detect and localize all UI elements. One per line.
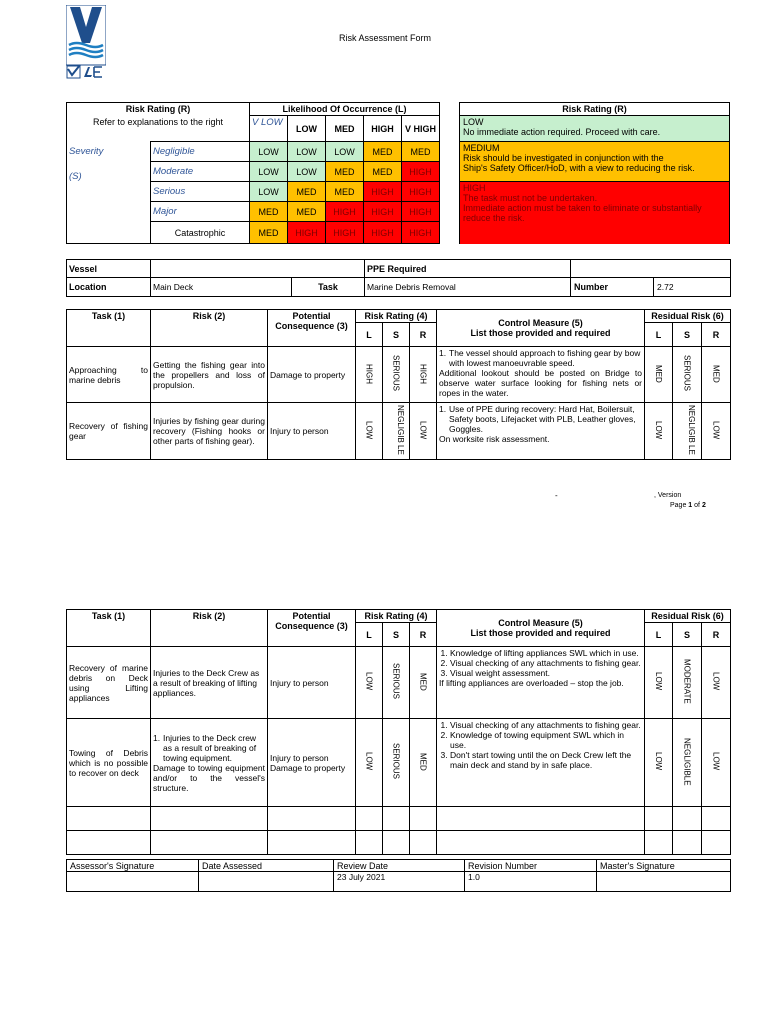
empty-cell: [410, 831, 437, 855]
row-residual-r: LOW: [711, 420, 721, 440]
row-risk: Injuries to the Deck Crew as a result of breaking of lifting appliances.: [151, 647, 268, 719]
matrix-cell: MED: [288, 182, 326, 202]
matrix-cell: HIGH: [364, 182, 402, 202]
col-control: [437, 610, 645, 647]
row-risk: Injuries by fishing gear during recovery (Fishing hooks or other parts of fishing gear).: [151, 403, 268, 460]
row-residual-s: NEGLIGIBLE: [682, 737, 692, 786]
row-control-extra: On worksite risk assessment.: [439, 434, 550, 444]
empty-cell: [151, 807, 268, 831]
footer-dash: -: [555, 491, 558, 500]
severity-label-cell: [67, 142, 151, 222]
col-residual-l: L: [645, 623, 673, 647]
footer-page: [670, 502, 706, 509]
col-control-line2: List those provided and required: [470, 328, 611, 338]
empty-cell: [151, 831, 268, 855]
severity-moderate: Moderate: [151, 162, 250, 182]
row-consequence: Damage to property: [268, 347, 356, 403]
matrix-cell: HIGH: [326, 222, 364, 244]
row-r: MED: [418, 672, 428, 691]
severity-catastrophic: Catastrophic: [151, 222, 250, 244]
severity-blank: [67, 222, 151, 244]
legend-medium-text-2: Ship's Safety Officer/HoD, with a view to reducing the risk.: [463, 163, 695, 173]
row-l: HIGH: [364, 363, 374, 384]
row-control-item: Use of PPE during recovery: Hard Hat, Boilersuit, Safety boots, Lifejacket with PLB, Leather gloves, Goggles.: [449, 404, 636, 434]
col-risk: Risk (2): [151, 310, 268, 347]
row-risk-extra: Damage to towing equipment and/or to the vessel's structure.: [153, 762, 265, 793]
legend-medium: [460, 142, 729, 182]
table-row: [67, 719, 731, 807]
date-assessed-label: Date Assessed: [199, 860, 334, 872]
row-control-item: 2. Visual checking of any attachments to fishing gear.: [450, 658, 642, 668]
task-value: Marine Debris Removal: [365, 278, 571, 297]
matrix-cell: LOW: [250, 162, 288, 182]
empty-cell: [645, 831, 673, 855]
assessment-table-page2: [66, 609, 731, 855]
col-residual: Residual Risk (6): [645, 610, 731, 623]
row-residual-l: LOW: [654, 752, 663, 771]
table-row: [67, 647, 731, 719]
vroon-logo-icon: [66, 5, 106, 89]
col-risk: Risk (2): [151, 610, 268, 647]
likelihood-med: MED: [326, 116, 364, 142]
table-row-empty: [67, 831, 731, 855]
row-s: SERIOUS: [391, 663, 401, 700]
master-signature-field[interactable]: [597, 872, 731, 892]
matrix-cell: HIGH: [326, 202, 364, 222]
master-label: Master's Signature: [597, 860, 731, 872]
likelihood-vlow: V LOW: [250, 116, 288, 142]
footer-page-prefix: Page: [670, 502, 689, 509]
table-row: [67, 347, 731, 403]
col-consequence-line2: Consequence (3): [275, 321, 348, 331]
row-residual-r: LOW: [711, 672, 721, 691]
row-r: HIGH: [418, 363, 428, 384]
matrix-title: Risk Rating (R): [67, 103, 250, 116]
row-control-item: The vessel should approach to fishing gear by bow with lowest manoeuvrable speed.: [449, 348, 641, 368]
row-control-item: 1. Knowledge of lifting appliances SWL which in use.: [450, 648, 642, 658]
col-residual-r: R: [702, 323, 731, 347]
legend-high-text-3: reduce the risk.: [463, 213, 525, 223]
row-control-item: 1. Visual checking of any attachments to fishing gear.: [450, 720, 642, 730]
task-label: Task: [292, 278, 365, 297]
likelihood-low: LOW: [288, 116, 326, 142]
matrix-cell: MED: [250, 202, 288, 222]
col-rating: Risk Rating (4): [356, 310, 437, 323]
review-date-label: Review Date: [334, 860, 465, 872]
empty-cell: [67, 831, 151, 855]
matrix-cell: LOW: [288, 142, 326, 162]
ppe-value: [571, 260, 731, 278]
col-residual-r: R: [702, 623, 731, 647]
row-risk-item: Injuries to the Deck crew as a result of breaking of towing equipment.: [163, 732, 257, 763]
matrix-cell: LOW: [250, 182, 288, 202]
severity-major: Major: [151, 202, 250, 222]
severity-negligible: Negligible: [151, 142, 250, 162]
row-r: MED: [418, 752, 428, 771]
col-task: Task (1): [67, 610, 151, 647]
footer-version: , Version: [654, 492, 682, 499]
footer-page-of: of: [692, 502, 702, 509]
legend-low-title: LOW: [463, 117, 484, 127]
matrix-cell: LOW: [288, 162, 326, 182]
col-l: L: [356, 323, 383, 347]
row-task: Recovery of marine debris on Deck using Lifting appliances: [67, 647, 151, 719]
col-task: Task (1): [67, 310, 151, 347]
row-control-item: 3. Don't start towing until the on Deck Crew left the main deck and stand by in safe place.: [450, 750, 642, 770]
empty-cell: [645, 807, 673, 831]
ppe-label: PPE Required: [365, 260, 571, 278]
col-residual-s: S: [673, 623, 702, 647]
row-residual-s: MODERATE: [682, 659, 692, 704]
col-l: L: [356, 623, 383, 647]
row-s: NEGLIGIB LE: [396, 405, 405, 455]
likelihood-title: Likelihood Of Occurrence (L): [250, 103, 440, 116]
row-consequence-2: Damage to property: [270, 762, 346, 773]
row-l: LOW: [364, 752, 374, 771]
row-s: SERIOUS: [391, 743, 401, 780]
matrix-cell: MED: [326, 162, 364, 182]
footer-page-num: 1: [688, 502, 693, 509]
severity-abbr: (S): [69, 170, 82, 182]
col-rating: Risk Rating (4): [356, 610, 437, 623]
empty-cell: [67, 807, 151, 831]
revision-value: 1.0: [465, 872, 597, 892]
number-label: Number: [571, 278, 654, 296]
legend-high-title: HIGH: [463, 183, 486, 193]
empty-cell: [437, 831, 645, 855]
form-title: Risk Assessment Form: [338, 33, 432, 43]
location-value: Main Deck: [151, 278, 292, 297]
row-residual-l: MED: [654, 364, 663, 383]
row-consequence: Injury to person: [268, 403, 356, 460]
matrix-cell: MED: [250, 222, 288, 244]
number-value: 2.72: [657, 282, 674, 292]
matrix-cell: MED: [402, 142, 440, 162]
empty-cell: [673, 807, 702, 831]
col-control-line1: Control Measure (5): [498, 318, 583, 328]
empty-cell: [356, 831, 383, 855]
row-consequence: [268, 719, 356, 807]
row-task: Recovery of fishing gear: [67, 403, 151, 460]
row-residual-r: LOW: [711, 752, 721, 771]
col-consequence-line1: Potential: [292, 311, 331, 321]
severity-serious: Serious: [151, 182, 250, 202]
location-label: Location: [67, 278, 151, 297]
footer-page-total: 2: [701, 502, 706, 509]
row-residual-s: NEGLIGIB LE: [687, 405, 696, 455]
matrix-cell: HIGH: [402, 222, 440, 244]
assessment-table-page1: [66, 309, 731, 460]
info-table: [66, 259, 731, 297]
assessor-signature-field[interactable]: [67, 872, 199, 892]
col-r: R: [410, 623, 437, 647]
assessor-label: Assessor's Signature: [67, 860, 199, 872]
col-consequence-line1: Potential: [292, 611, 331, 621]
row-control: [437, 719, 645, 807]
empty-cell: [268, 831, 356, 855]
likelihood-vhigh: V HIGH: [402, 116, 440, 142]
row-l: LOW: [364, 672, 374, 691]
col-residual-s: S: [673, 323, 702, 347]
row-task: Approaching to marine debris: [67, 347, 151, 403]
matrix-cell: HIGH: [402, 182, 440, 202]
risk-rating-matrix: [66, 102, 440, 244]
col-s: S: [383, 623, 410, 647]
col-consequence: [268, 310, 356, 347]
legend-low-text: No immediate action required. Proceed with care.: [463, 127, 661, 137]
row-control-item: 3. Visual weight assessment.: [450, 668, 642, 678]
col-consequence-line2: Consequence (3): [275, 621, 348, 631]
legend-high: [460, 182, 729, 244]
row-residual-s: SERIOUS: [682, 355, 692, 392]
empty-cell: [437, 807, 645, 831]
col-s: S: [383, 323, 410, 347]
review-date-value: 23 July 2021: [334, 872, 465, 892]
col-residual: Residual Risk (6): [645, 310, 731, 323]
row-residual-l: LOW: [654, 672, 663, 691]
row-consequence-1: Injury to person: [270, 752, 329, 763]
row-task: Towing of Debris which is no possible to recover on deck: [67, 719, 151, 807]
matrix-cell: HIGH: [402, 202, 440, 222]
company-logo: [66, 5, 106, 89]
matrix-cell: HIGH: [288, 222, 326, 244]
vessel-label: Vessel: [67, 260, 151, 278]
matrix-cell: MED: [326, 182, 364, 202]
matrix-cell: MED: [288, 202, 326, 222]
severity-label: Severity: [69, 145, 104, 157]
vessel-value: [151, 260, 365, 278]
row-control: 1. The vessel should approach to fishing gear by bow with lowest manoeuvrable speed. Additional lookout should be posted on Bridge to observe water surface looking for fishing nets or ropes in the water.: [437, 347, 645, 403]
row-s: SERIOUS: [391, 355, 401, 392]
row-residual-l: LOW: [654, 420, 663, 440]
matrix-cell: MED: [364, 142, 402, 162]
matrix-cell: LOW: [326, 142, 364, 162]
matrix-cell: HIGH: [402, 162, 440, 182]
matrix-cell: LOW: [250, 142, 288, 162]
table-row: [67, 403, 731, 460]
empty-cell: [268, 807, 356, 831]
revision-label: Revision Number: [465, 860, 597, 872]
empty-cell: [702, 831, 731, 855]
row-l: LOW: [364, 420, 374, 440]
col-control-line1: Control Measure (5): [498, 618, 583, 628]
empty-cell: [383, 831, 410, 855]
matrix-subtitle: Refer to explanations to the right: [67, 116, 250, 142]
empty-cell: [383, 807, 410, 831]
empty-cell: [410, 807, 437, 831]
likelihood-high: HIGH: [364, 116, 402, 142]
row-risk: Getting the fishing gear into the propellers and loss of propulsion.: [151, 347, 268, 403]
empty-cell: [702, 807, 731, 831]
row-control-item: 2. Knowledge of towing equipment SWL which in use.: [450, 730, 642, 750]
empty-cell: [356, 807, 383, 831]
row-risk: 1. Injuries to the Deck crew as a result of breaking of towing equipment. Damage to towing equipment and/or to the vessel's structure.: [151, 719, 268, 807]
row-residual-r: MED: [711, 364, 721, 383]
signature-table: [66, 859, 731, 892]
legend-high-text-1: The task must not be undertaken.: [463, 193, 598, 203]
legend-medium-title: MEDIUM: [463, 143, 500, 153]
col-control: [437, 310, 645, 347]
date-assessed-field[interactable]: [199, 872, 334, 892]
empty-cell: [673, 831, 702, 855]
col-r: R: [410, 323, 437, 347]
matrix-cell: HIGH: [364, 202, 402, 222]
row-control-extra: If lifting appliances are overloaded – stop the job.: [439, 678, 624, 688]
col-control-line2: List those provided and required: [470, 628, 611, 638]
legend-low: [460, 116, 729, 142]
row-consequence: Injury to person: [268, 647, 356, 719]
matrix-cell: HIGH: [364, 222, 402, 244]
matrix-cell: MED: [364, 162, 402, 182]
legend-medium-text-1: Risk should be investigated in conjunction with the: [463, 153, 664, 163]
col-consequence: [268, 610, 356, 647]
col-residual-l: L: [645, 323, 673, 347]
risk-rating-legend: [459, 102, 730, 244]
row-control-extra: Additional lookout should be posted on Bridge to observe water surface looking for fishing nets or ropes in the water.: [439, 368, 642, 398]
row-r: LOW: [418, 420, 428, 440]
number-cell: [571, 278, 731, 297]
table-row-empty: [67, 807, 731, 831]
legend-title: Risk Rating (R): [460, 103, 729, 116]
row-control: 1. Use of PPE during recovery: Hard Hat, Boilersuit, Safety boots, Lifejacket with PLB, Leather gloves, Goggles. On worksite risk assessment.: [437, 403, 645, 460]
row-control: [437, 647, 645, 719]
legend-high-text-2: Immediate action must be taken to eliminate or substantially: [463, 203, 702, 213]
